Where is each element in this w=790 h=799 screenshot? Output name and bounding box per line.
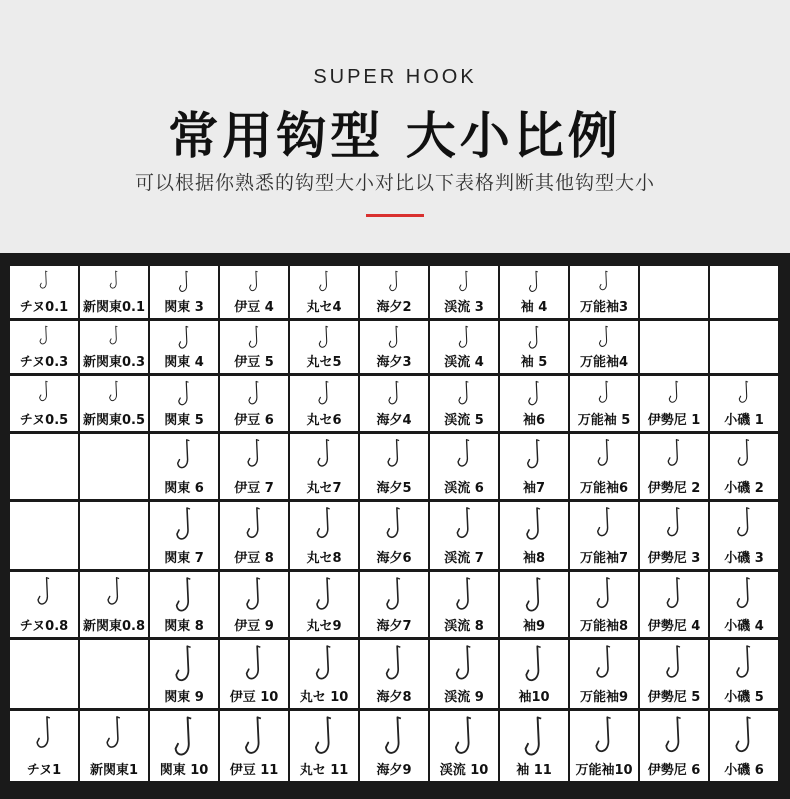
hook-size-label: 丸セ9 bbox=[306, 619, 342, 634]
fish-hook-icon bbox=[450, 715, 479, 761]
hook-cell bbox=[150, 502, 218, 569]
hook-cell bbox=[640, 376, 708, 431]
hook-cell bbox=[710, 572, 778, 637]
hook-size-label: 袖7 bbox=[522, 481, 546, 496]
fish-hook-icon bbox=[383, 438, 406, 472]
fish-hook-icon bbox=[246, 270, 263, 295]
hook-cell bbox=[710, 321, 778, 373]
hook-size-label: 小磯 5 bbox=[724, 690, 764, 705]
fish-hook-icon bbox=[310, 715, 339, 761]
fish-hook-icon bbox=[106, 380, 123, 405]
hook-cell bbox=[10, 321, 78, 373]
hook-cell bbox=[710, 502, 778, 569]
hook-cell bbox=[500, 572, 568, 637]
fish-hook-icon bbox=[382, 506, 407, 544]
hook-cell bbox=[150, 266, 218, 318]
hook-size-label: 渓流 10 bbox=[439, 763, 489, 778]
fish-hook-icon bbox=[244, 380, 264, 409]
fish-hook-icon bbox=[36, 325, 53, 348]
hook-size-label: 丸セ7 bbox=[306, 481, 342, 496]
fish-hook-icon bbox=[102, 715, 127, 754]
fish-hook-icon bbox=[170, 644, 198, 688]
fish-hook-icon bbox=[732, 506, 756, 542]
fish-hook-icon bbox=[241, 576, 267, 616]
hook-size-label: 小磯 3 bbox=[724, 551, 764, 566]
fish-hook-icon bbox=[172, 438, 196, 474]
fish-hook-icon bbox=[169, 715, 199, 763]
fish-hook-icon bbox=[106, 325, 123, 348]
hook-cell bbox=[220, 266, 288, 318]
hook-cell bbox=[640, 502, 708, 569]
hook-cell bbox=[10, 711, 78, 781]
hook-size-label: 伊勢尼 6 bbox=[647, 763, 701, 778]
hook-size-label: 渓流 4 bbox=[444, 355, 484, 370]
hook-size-label: 小磯 2 bbox=[724, 481, 764, 496]
hook-cell bbox=[290, 572, 358, 637]
hook-size-label: 小磯 4 bbox=[724, 619, 764, 634]
fish-hook-icon bbox=[171, 576, 198, 618]
fish-hook-icon bbox=[519, 715, 549, 763]
hook-size-label: 関東 6 bbox=[164, 481, 204, 496]
hook-cell bbox=[360, 434, 428, 499]
fish-hook-icon bbox=[313, 438, 336, 472]
hook-cell bbox=[10, 266, 78, 318]
fish-hook-icon bbox=[521, 576, 548, 618]
fish-hook-icon bbox=[733, 438, 755, 471]
hook-cell bbox=[500, 321, 568, 373]
hook-cell bbox=[570, 572, 638, 637]
fish-hook-icon bbox=[730, 715, 758, 759]
hook-cell bbox=[430, 376, 498, 431]
hook-size-label: チヌ1 bbox=[26, 763, 62, 778]
hook-cell bbox=[150, 434, 218, 499]
fish-hook-icon bbox=[591, 644, 617, 684]
hook-cell bbox=[220, 711, 288, 781]
fish-hook-icon bbox=[381, 576, 407, 616]
fish-hook-icon bbox=[36, 270, 52, 292]
hook-cell bbox=[220, 640, 288, 708]
hook-size-label: チヌ0.1 bbox=[19, 300, 69, 315]
hook-cell bbox=[290, 711, 358, 781]
hook-cell bbox=[10, 640, 78, 708]
fish-hook-icon bbox=[454, 380, 474, 409]
hook-size-label: 新関東0.8 bbox=[82, 619, 146, 634]
fish-hook-icon bbox=[661, 644, 687, 684]
fish-hook-icon bbox=[732, 576, 757, 614]
hook-size-label: 伊勢尼 1 bbox=[647, 413, 701, 428]
fish-hook-icon bbox=[171, 506, 197, 546]
fish-hook-icon bbox=[106, 270, 122, 292]
hook-size-label: 海夕7 bbox=[376, 619, 412, 634]
fish-hook-icon bbox=[452, 506, 477, 544]
fish-hook-icon bbox=[456, 270, 473, 295]
hook-cell bbox=[290, 266, 358, 318]
page-header bbox=[0, 0, 790, 255]
hook-size-label: 海夕8 bbox=[376, 690, 412, 705]
hook-size-label: 万能袖3 bbox=[579, 300, 629, 315]
hook-size-label: 新関東0.5 bbox=[82, 413, 146, 428]
hook-size-label: 伊勢尼 3 bbox=[647, 551, 701, 566]
hook-size-label: 新関東0.3 bbox=[82, 355, 146, 370]
hook-cell bbox=[500, 502, 568, 569]
fish-hook-icon bbox=[731, 644, 757, 684]
hook-cell bbox=[150, 321, 218, 373]
hook-size-label: 袖6 bbox=[522, 413, 546, 428]
hook-size-label: 海夕4 bbox=[376, 413, 412, 428]
hook-cell bbox=[290, 502, 358, 569]
hook-size-label: 伊豆 8 bbox=[234, 551, 274, 566]
fish-hook-icon bbox=[32, 715, 57, 754]
hook-cell bbox=[10, 434, 78, 499]
fish-hook-icon bbox=[242, 506, 267, 544]
hook-cell bbox=[500, 434, 568, 499]
hook-cell bbox=[360, 266, 428, 318]
fish-hook-icon bbox=[385, 325, 404, 352]
fish-hook-icon bbox=[312, 506, 337, 544]
hook-size-label: チヌ0.3 bbox=[19, 355, 69, 370]
fish-hook-icon bbox=[593, 438, 615, 471]
hook-size-label: 伊豆 7 bbox=[234, 481, 274, 496]
hook-size-label: 渓流 8 bbox=[444, 619, 484, 634]
hook-size-label: 袖9 bbox=[522, 619, 546, 634]
fish-hook-icon bbox=[36, 380, 53, 405]
hook-size-label: 関東 4 bbox=[164, 355, 204, 370]
fish-hook-icon bbox=[596, 270, 613, 294]
fish-hook-icon bbox=[103, 576, 126, 610]
fish-hook-icon bbox=[455, 325, 474, 352]
hook-size-label: 渓流 7 bbox=[444, 551, 484, 566]
fish-hook-icon bbox=[315, 325, 334, 352]
hook-size-label: 丸セ5 bbox=[306, 355, 342, 370]
hook-size-label: 丸セ 11 bbox=[299, 763, 349, 778]
hook-cell bbox=[570, 266, 638, 318]
hook-cell bbox=[570, 321, 638, 373]
fish-hook-icon bbox=[175, 325, 194, 353]
hook-cell bbox=[640, 640, 708, 708]
hook-cell bbox=[80, 266, 148, 318]
hook-size-label: 新関東1 bbox=[89, 763, 139, 778]
hook-cell bbox=[220, 434, 288, 499]
hook-size-label: 小磯 6 bbox=[724, 763, 764, 778]
hook-size-label: 海夕9 bbox=[376, 763, 412, 778]
fish-hook-icon bbox=[525, 270, 543, 296]
hook-cell bbox=[80, 572, 148, 637]
hook-cell bbox=[570, 640, 638, 708]
hook-cell bbox=[500, 376, 568, 431]
hook-size-label: 袖 5 bbox=[520, 355, 548, 370]
hook-cell bbox=[430, 321, 498, 373]
fish-hook-icon bbox=[380, 715, 409, 761]
hook-cell bbox=[430, 502, 498, 569]
hook-size-label: 海夕2 bbox=[376, 300, 412, 315]
hook-size-label: 渓流 5 bbox=[444, 413, 484, 428]
fish-hook-icon bbox=[662, 576, 687, 614]
hook-size-label: 袖8 bbox=[522, 551, 546, 566]
page-description: 可以根据你熟悉的钩型大小对比以下表格判断其他钩型大小 bbox=[134, 172, 655, 194]
hook-cell bbox=[430, 711, 498, 781]
hook-size-label: 伊豆 6 bbox=[234, 413, 274, 428]
hook-cell bbox=[80, 502, 148, 569]
hook-size-label: チヌ0.5 bbox=[19, 413, 69, 428]
fish-hook-icon bbox=[451, 644, 478, 686]
hook-size-label: 伊豆 11 bbox=[229, 763, 279, 778]
hook-size-label: 関東 7 bbox=[164, 551, 204, 566]
hook-cell bbox=[150, 376, 218, 431]
fish-hook-icon bbox=[245, 325, 264, 352]
hook-cell bbox=[570, 711, 638, 781]
fish-hook-icon bbox=[381, 644, 408, 686]
hook-cell bbox=[360, 376, 428, 431]
hook-size-label: 万能袖7 bbox=[579, 551, 629, 566]
page-title: 常用钩型 大小比例 bbox=[168, 107, 622, 165]
hook-cell bbox=[640, 711, 708, 781]
hook-cell bbox=[290, 376, 358, 431]
hook-cell bbox=[80, 434, 148, 499]
hook-size-label: 伊勢尼 5 bbox=[647, 690, 701, 705]
hook-size-label: 海夕3 bbox=[376, 355, 412, 370]
fish-hook-icon bbox=[311, 576, 337, 616]
fish-hook-icon bbox=[592, 576, 617, 614]
hook-size-label: 伊勢尼 4 bbox=[647, 619, 701, 634]
hook-cell bbox=[220, 572, 288, 637]
fish-hook-icon bbox=[592, 506, 616, 542]
hook-cell bbox=[290, 434, 358, 499]
hook-size-label: 万能袖8 bbox=[579, 619, 629, 634]
hook-size-label: 袖10 bbox=[518, 690, 550, 705]
fish-hook-icon bbox=[384, 380, 404, 409]
hook-cell bbox=[80, 321, 148, 373]
fish-hook-icon bbox=[590, 715, 618, 759]
fish-hook-icon bbox=[453, 438, 476, 472]
hook-cell bbox=[430, 266, 498, 318]
hook-cell bbox=[640, 266, 708, 318]
fish-hook-icon bbox=[33, 576, 56, 610]
fish-hook-icon bbox=[175, 270, 193, 296]
hook-cell bbox=[710, 434, 778, 499]
fish-hook-icon bbox=[662, 506, 686, 542]
hook-cell bbox=[80, 711, 148, 781]
fish-hook-icon bbox=[595, 380, 614, 407]
fish-hook-icon bbox=[735, 380, 754, 407]
fish-hook-icon bbox=[311, 644, 338, 686]
hook-cell bbox=[710, 711, 778, 781]
fish-hook-icon bbox=[665, 380, 684, 407]
hook-cell bbox=[430, 640, 498, 708]
hook-size-label: チヌ0.8 bbox=[19, 619, 69, 634]
hook-cell bbox=[570, 376, 638, 431]
hook-size-label: 新関東0.1 bbox=[82, 300, 146, 315]
hook-cell bbox=[710, 640, 778, 708]
fish-hook-icon bbox=[451, 576, 477, 616]
hook-size-label: 伊豆 9 bbox=[234, 619, 274, 634]
hook-cell bbox=[150, 640, 218, 708]
hook-cell bbox=[500, 266, 568, 318]
hook-cell bbox=[10, 572, 78, 637]
hook-size-label: 万能袖4 bbox=[579, 355, 629, 370]
hook-cell bbox=[220, 502, 288, 569]
hook-size-label: 関東 9 bbox=[164, 690, 204, 705]
hook-size-label: 渓流 6 bbox=[444, 481, 484, 496]
hook-size-label: 海夕5 bbox=[376, 481, 412, 496]
accent-divider bbox=[366, 214, 424, 217]
hook-cell bbox=[290, 640, 358, 708]
hook-cell bbox=[290, 321, 358, 373]
hook-size-label: 万能袖9 bbox=[579, 690, 629, 705]
hook-cell bbox=[80, 640, 148, 708]
fish-hook-icon bbox=[663, 438, 685, 471]
english-subtitle: SUPER HOOK bbox=[313, 66, 477, 88]
hook-size-label: 丸セ8 bbox=[306, 551, 342, 566]
hook-size-label: 関東 10 bbox=[159, 763, 209, 778]
hook-size-label: 関東 8 bbox=[164, 619, 204, 634]
hook-size-label: 伊勢尼 2 bbox=[647, 481, 701, 496]
hook-cell bbox=[430, 434, 498, 499]
hook-cell bbox=[360, 572, 428, 637]
hook-cell bbox=[500, 640, 568, 708]
hook-size-label: 万能袖10 bbox=[575, 763, 633, 778]
hook-cell bbox=[10, 376, 78, 431]
hook-cell bbox=[150, 711, 218, 781]
hook-size-label: 伊豆 5 bbox=[234, 355, 274, 370]
hook-size-label: 海夕6 bbox=[376, 551, 412, 566]
hook-cell bbox=[220, 321, 288, 373]
hook-size-label: 袖 4 bbox=[520, 300, 548, 315]
fish-hook-icon bbox=[240, 715, 269, 761]
hook-cell bbox=[500, 711, 568, 781]
hook-size-table bbox=[10, 266, 778, 781]
fish-hook-icon bbox=[524, 380, 544, 410]
fish-hook-icon bbox=[525, 325, 544, 353]
hook-cell bbox=[10, 502, 78, 569]
hook-size-label: 伊豆 4 bbox=[234, 300, 274, 315]
fish-hook-icon bbox=[521, 506, 547, 546]
hook-size-label: 袖 11 bbox=[516, 763, 552, 778]
hook-size-label: 関東 3 bbox=[164, 300, 204, 315]
hook-size-label: 関東 5 bbox=[164, 413, 204, 428]
hook-size-label: 丸セ 10 bbox=[299, 690, 349, 705]
hook-cell bbox=[360, 711, 428, 781]
fish-hook-icon bbox=[595, 325, 613, 351]
hook-cell bbox=[710, 266, 778, 318]
hook-size-label: 伊豆 10 bbox=[229, 690, 279, 705]
hook-cell bbox=[640, 434, 708, 499]
hook-size-label: 渓流 9 bbox=[444, 690, 484, 705]
hook-cell bbox=[710, 376, 778, 431]
hook-size-label: 丸セ4 bbox=[306, 300, 342, 315]
fish-hook-icon bbox=[316, 270, 333, 295]
hook-cell bbox=[570, 434, 638, 499]
hook-cell bbox=[80, 376, 148, 431]
hook-size-board bbox=[0, 253, 790, 799]
fish-hook-icon bbox=[174, 380, 194, 410]
hook-size-label: 小磯 1 bbox=[724, 413, 764, 428]
hook-cell bbox=[360, 502, 428, 569]
hook-cell bbox=[220, 376, 288, 431]
hook-size-label: 丸セ6 bbox=[306, 413, 342, 428]
fish-hook-icon bbox=[241, 644, 268, 686]
hook-cell bbox=[570, 502, 638, 569]
fish-hook-icon bbox=[386, 270, 403, 295]
fish-hook-icon bbox=[314, 380, 334, 409]
fish-hook-icon bbox=[522, 438, 546, 474]
hook-cell bbox=[430, 572, 498, 637]
fish-hook-icon bbox=[520, 644, 548, 688]
hook-size-label: 万能袖 5 bbox=[577, 413, 631, 428]
hook-cell bbox=[640, 321, 708, 373]
fish-hook-icon bbox=[660, 715, 688, 759]
hook-cell bbox=[360, 640, 428, 708]
fish-hook-icon bbox=[243, 438, 266, 472]
hook-cell bbox=[360, 321, 428, 373]
hook-cell bbox=[150, 572, 218, 637]
hook-size-label: 渓流 3 bbox=[444, 300, 484, 315]
hook-cell bbox=[640, 572, 708, 637]
hook-size-label: 万能袖6 bbox=[579, 481, 629, 496]
